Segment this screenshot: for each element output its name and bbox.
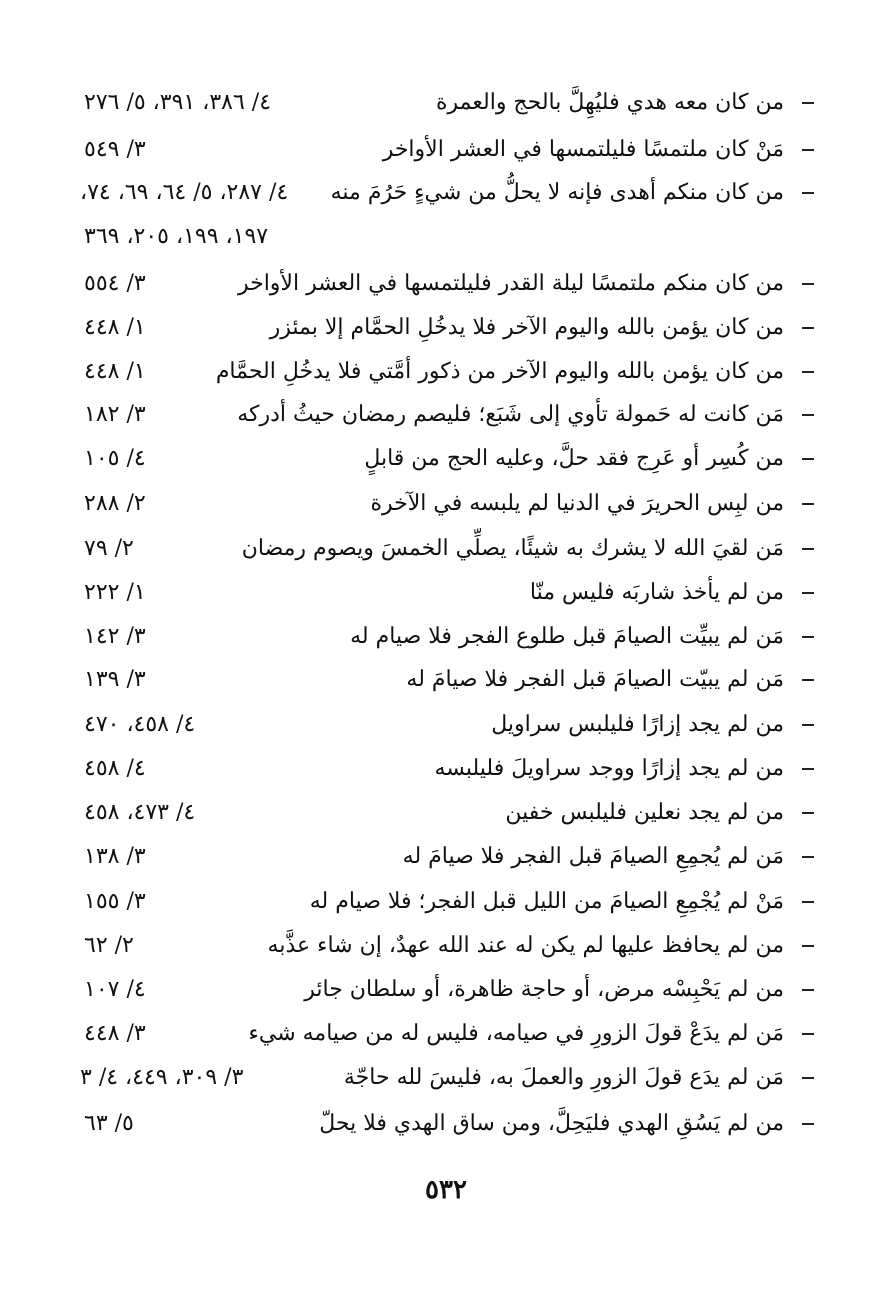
list-item (0, 746, 892, 792)
list-item (0, 349, 892, 395)
page-reference: ٤/ ٢٨٧، ٥/ ٦٤، ٦٩، ٧٤، (80, 180, 289, 205)
page-reference: ١/ ٤٤٨ (84, 359, 146, 384)
page-reference: ٥/ ٦٣ (84, 1111, 134, 1136)
bullet-dash (802, 724, 814, 726)
bullet-dash (802, 856, 814, 858)
list-item (0, 481, 892, 527)
bullet-dash (802, 149, 814, 151)
bullet-dash (802, 371, 814, 373)
page-reference: ٣/ ٣٠٩، ٤٤٩، ٤/ ٣ (80, 1065, 244, 1090)
page-number: ٥٣٢ (425, 1175, 467, 1205)
list-item (0, 80, 892, 126)
hadith-text: من لم يَحْبِسْه مرض، أو حاجة ظاهرة، أو سلطان جائر (304, 977, 784, 1002)
list-item-continuation (0, 214, 892, 260)
page-reference: ٣/ ٥٤٩ (84, 137, 146, 162)
list-item (0, 834, 892, 880)
bullet-dash (802, 1033, 814, 1035)
hadith-text: مَن لم يدَع قولَ الزورِ والعملَ به، فليسَ لله حاجّة (343, 1065, 784, 1090)
bullet-dash (802, 989, 814, 991)
bullet-dash (802, 768, 814, 770)
list-item (0, 170, 892, 216)
hadith-text: مَنْ لم يُجْمِعِ الصيامَ من الليل قبل الفجر؛ فلا صيام له (309, 889, 784, 914)
page-reference: ٣/ ١٣٩ (84, 667, 146, 692)
page-reference: ٤/ ٤٥٨ (84, 756, 146, 781)
hadith-text: مَن لم يُجمِعِ الصيامَ قبل الفجر فلا صيامَ له (402, 844, 784, 869)
bullet-dash (802, 503, 814, 505)
page-reference: ١/ ٢٢٢ (84, 580, 146, 605)
list-item (0, 1101, 892, 1147)
bullet-dash (802, 592, 814, 594)
bullet-dash (802, 636, 814, 638)
page-reference: ٣/ ٥٥٤ (84, 271, 146, 296)
page-reference: ٤/ ١٠٧ (84, 977, 146, 1002)
page-reference: ٣/ ١٤٢ (84, 624, 146, 649)
page-reference-continued: ١٩٧، ١٩٩، ٢٠٥، ٣٦٩ (84, 224, 269, 249)
hadith-text: من لم يَسُقِ الهدي فليَحِلَّ، ومن ساق الهدي فلا يحلّ (319, 1111, 784, 1136)
hadith-text: من لم يأخذ شاربَه فليس منّا (529, 580, 784, 605)
list-item (0, 305, 892, 351)
hadith-text: مَن كانت له حَمولة تأوي إلى شَبَع؛ فليصم رمضان حيثُ أدركه (237, 402, 784, 427)
list-item (0, 570, 892, 616)
hadith-text: من كان يؤمن بالله واليوم الآخر من ذكور أمَّتي فلا يدخُلِ الحمَّام (215, 359, 784, 384)
page-reference: ٤/ ٤٥٨، ٤٧٠ (84, 712, 196, 737)
hadith-text: من لم يحافظ عليها لم يكن له عند الله عهدٌ، إن شاء عذَّبه (267, 933, 784, 958)
page-reference: ٤/ ٣٨٦، ٣٩١، ٥/ ٢٧٦ (84, 90, 272, 115)
list-item (0, 702, 892, 748)
hadith-text: من كان منكم أهدى فإنه لا يحلُّ من شيءٍ حَرُمَ منه (330, 180, 784, 205)
bullet-dash (802, 548, 814, 550)
list-item (0, 879, 892, 925)
bullet-dash (802, 414, 814, 416)
hadith-text: من كان معه هدي فليُهِلَّ بالحج والعمرة (436, 90, 784, 115)
hadith-text: مَن لم يبيّت الصيامَ قبل الفجر فلا صيامَ له (406, 667, 784, 692)
list-item (0, 261, 892, 307)
bullet-dash (802, 679, 814, 681)
list-item (0, 923, 892, 969)
list-item (0, 967, 892, 1013)
page-reference: ٤/ ٤٧٣، ٤٥٨ (84, 800, 196, 825)
hadith-text: من لم يجد إزارًا ووجد سراويلَ فليلبسه (434, 756, 784, 781)
page-reference: ٣/ ١٨٢ (84, 402, 146, 427)
hadith-text: من لم يجد إزارًا فليلبس سراويل (491, 712, 784, 737)
hadith-text: من كان منكم ملتمسًا ليلة القدر فليلتمسها في العشر الأواخر (237, 271, 784, 296)
bullet-dash (802, 945, 814, 947)
list-item (0, 614, 892, 660)
hadith-text: مَنْ كان ملتمسًا فليلتمسها في العشر الأواخر (382, 137, 784, 162)
bullet-dash (802, 327, 814, 329)
bullet-dash (802, 812, 814, 814)
bullet-dash (802, 458, 814, 460)
page-reference: ٤/ ١٠٥ (84, 446, 146, 471)
hadith-text: من كان يؤمن بالله واليوم الآخر فلا يدخُلِ الحمَّام إلا بمئزر (269, 315, 784, 340)
bullet-dash (802, 1123, 814, 1125)
hadith-text: من كُسِر أو عَرِج فقد حلَّ، وعليه الحج من قابلٍ (364, 446, 784, 471)
page-reference: ٣/ ٤٤٨ (84, 1021, 146, 1046)
list-item (0, 127, 892, 173)
list-item (0, 657, 892, 703)
hadith-text: من لبِس الحريرَ في الدنيا لم يلبسه في الآخرة (370, 491, 784, 516)
bullet-dash (802, 901, 814, 903)
page-reference: ٢/ ٧٩ (84, 536, 134, 561)
hadith-text: مَن لقيَ الله لا يشرك به شيئًا، يصلِّي الخمسَ ويصوم رمضان (241, 536, 784, 561)
page-reference: ٣/ ١٣٨ (84, 844, 146, 869)
page-reference: ٢/ ٦٢ (84, 933, 134, 958)
bullet-dash (802, 102, 814, 104)
list-item (0, 392, 892, 438)
bullet-dash (802, 283, 814, 285)
bullet-dash (802, 1077, 814, 1079)
page-reference: ٣/ ١٥٥ (84, 889, 146, 914)
hadith-text: مَن لم يدَعْ قولَ الزورِ في صيامه، فليس له من صيامه شيء (248, 1021, 784, 1046)
hadith-text: مَن لم يبيِّت الصيامَ قبل طلوع الفجر فلا صيام له (350, 624, 784, 649)
page-reference: ٢/ ٢٨٨ (84, 491, 146, 516)
list-item (0, 526, 892, 572)
page-reference: ١/ ٤٤٨ (84, 315, 146, 340)
list-item (0, 436, 892, 482)
list-item (0, 1011, 892, 1057)
list-item (0, 1055, 892, 1101)
bullet-dash (802, 192, 814, 194)
hadith-text: من لم يجد نعلين فليلبس خفين (505, 800, 784, 825)
list-item (0, 790, 892, 836)
